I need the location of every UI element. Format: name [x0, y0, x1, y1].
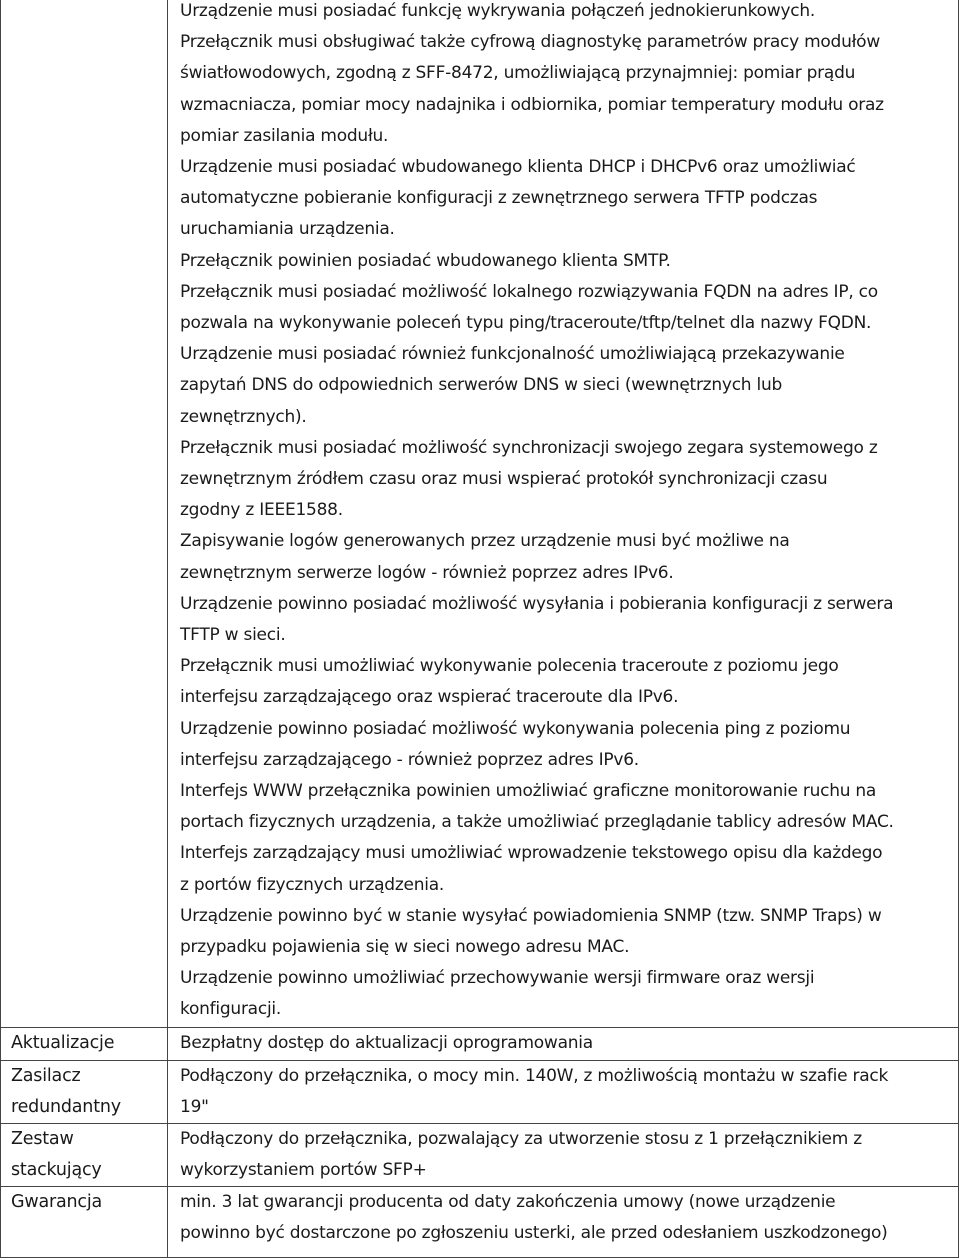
row-value-line: powinno być dostarczone po zgłoszeniu usterki, ale przed odesłaniem uszkodzonego): [180, 1223, 888, 1244]
row-value: [180, 1124, 950, 1186]
feature-line: zgodny z IEEE1588.: [180, 500, 343, 521]
feature-paragraph: [180, 0, 950, 27]
row-label-line: Aktualizacje: [11, 1033, 115, 1053]
feature-line: TFTP w sieci.: [180, 625, 286, 645]
feature-line: Urządzenie powinno być w stanie wysyłać powiadomienia SNMP (tzw. SNMP Traps) w: [180, 905, 882, 926]
feature-paragraph: [180, 433, 950, 527]
row-label-line: redundantny: [11, 1097, 121, 1118]
feature-paragraph: [180, 901, 950, 963]
row-label-line: stackujący: [11, 1160, 102, 1181]
row-label-line: Zestaw: [11, 1129, 74, 1149]
feature-line: z portów fizycznych urządzenia.: [180, 874, 445, 895]
row-value-line: Podłączony do przełącznika, pozwalający za utworzenie stosu z 1 przełącznikiem z: [180, 1129, 862, 1149]
feature-line: Urządzenie musi posiadać funkcję wykrywania połączeń jednokierunkowych.: [180, 1, 816, 21]
feature-paragraph: [180, 152, 950, 246]
column-divider: [167, 0, 168, 1258]
feature-line: Interfejs WWW przełącznika powinien umożliwiać graficzne monitorowanie ruchu na: [180, 781, 877, 801]
row-label-line: Gwarancja: [11, 1192, 103, 1212]
row-value-line: Podłączony do przełącznika, o mocy min. 140W, z możliwością montażu w szafie rack: [180, 1066, 889, 1086]
feature-line: wzmacniacza, pomiar mocy nadajnika i odbiornika, pomiar temperatury modułu oraz: [180, 94, 884, 115]
row-value: [180, 1028, 950, 1059]
feature-line: Przełącznik musi obsługiwać także cyfrową diagnostykę parametrów pracy modułów: [180, 32, 880, 53]
row-value-line: min. 3 lat gwarancji producenta od daty zakończenia umowy (nowe urządzenie: [180, 1192, 836, 1212]
feature-line: przypadku pojawienia się w sieci nowego adresu MAC.: [180, 937, 630, 957]
feature-line: światłowodowych, zgodną z SFF-8472, umożliwiającą przynajmniej: pomiar prądu: [180, 63, 856, 84]
feature-line: Przełącznik musi umożliwiać wykonywanie polecenia traceroute z poziomu jego: [180, 656, 839, 677]
feature-paragraph: [180, 246, 950, 277]
feature-line: Urządzenie powinno posiadać możliwość wykonywania polecenia ping z poziomu: [180, 718, 851, 739]
feature-paragraph: [180, 838, 950, 900]
table-border-right: [958, 0, 959, 1258]
feature-line: Interfejs zarządzający musi umożliwiać wprowadzenie tekstowego opisu dla każdego: [180, 843, 883, 864]
row-divider: [1, 1257, 959, 1258]
feature-line: Przełącznik musi posiadać możliwość lokalnego rozwiązywania FQDN na adres IP, co: [180, 281, 878, 302]
feature-paragraph: [180, 963, 950, 1025]
feature-line: konfiguracji.: [180, 999, 282, 1020]
feature-line: Urządzenie powinno posiadać możliwość wysyłania i pobierania konfiguracji z serwera: [180, 593, 894, 614]
row-value: [180, 1187, 950, 1249]
row-value-line: wykorzystaniem portów SFP+: [180, 1160, 427, 1181]
row-label: [11, 1061, 121, 1123]
feature-line: Przełącznik musi posiadać możliwość synchronizacji swojego zegara systemowego z: [180, 437, 878, 458]
feature-line: interfejsu zarządzającego oraz wspierać traceroute dla IPv6.: [180, 687, 679, 708]
row-value: [180, 1061, 950, 1123]
feature-line: portach fizycznych urządzenia, a także umożliwiać przeglądanie tablicy adresów MAC.: [180, 812, 894, 833]
feature-line: zewnętrznym serwerze logów - również poprzez adres IPv6.: [180, 562, 674, 583]
feature-paragraph: [180, 651, 950, 713]
feature-line: pomiar zasilania modułu.: [180, 125, 389, 146]
feature-paragraph: [180, 776, 950, 838]
feature-paragraph: [180, 526, 950, 588]
feature-line: zewnętrznym źródłem czasu oraz musi wspierać protokół synchronizacji czasu: [180, 469, 828, 489]
feature-paragraph: [180, 714, 950, 776]
feature-line: Zapisywanie logów generowanych przez urządzenie musi być możliwe na: [180, 531, 790, 552]
feature-line: Urządzenie musi posiadać również funkcjonalność umożliwiającą przekazywanie: [180, 344, 845, 365]
feature-line: zapytań DNS do odpowiednich serwerów DNS w sieci (wewnętrznych lub: [180, 375, 783, 396]
feature-paragraph: [180, 27, 950, 152]
feature-line: Przełącznik powinien posiadać wbudowanego klienta SMTP.: [180, 250, 671, 271]
feature-paragraph: [180, 277, 950, 339]
row-label: [11, 1124, 102, 1186]
feature-paragraph: [180, 589, 950, 651]
feature-paragraph: [180, 339, 950, 433]
feature-line: uruchamiania urządzenia.: [180, 219, 395, 240]
feature-line: automatyczne pobieranie konfiguracji z zewnętrznego serwera TFTP podczas: [180, 188, 818, 209]
feature-line: Urządzenie musi posiadać wbudowanego klienta DHCP i DHCPv6 oraz umożliwiać: [180, 157, 856, 177]
row-label: [11, 1187, 102, 1218]
feature-line: interfejsu zarządzającego - również poprzez adres IPv6.: [180, 749, 639, 770]
row-value-line: Bezpłatny dostęp do aktualizacji oprogramowania: [180, 1033, 593, 1053]
row-value-line: 19": [180, 1097, 209, 1118]
table-border-left: [0, 0, 1, 1258]
row-label-line: Zasilacz: [11, 1066, 81, 1086]
feature-line: zewnętrznych).: [180, 406, 307, 427]
feature-line: Urządzenie powinno umożliwiać przechowywanie wersji firmware oraz wersji: [180, 968, 815, 989]
feature-line: pozwala na wykonywanie poleceń typu ping/traceroute/tftp/telnet dla nazwy FQDN.: [180, 313, 872, 333]
row-label: [11, 1028, 114, 1059]
